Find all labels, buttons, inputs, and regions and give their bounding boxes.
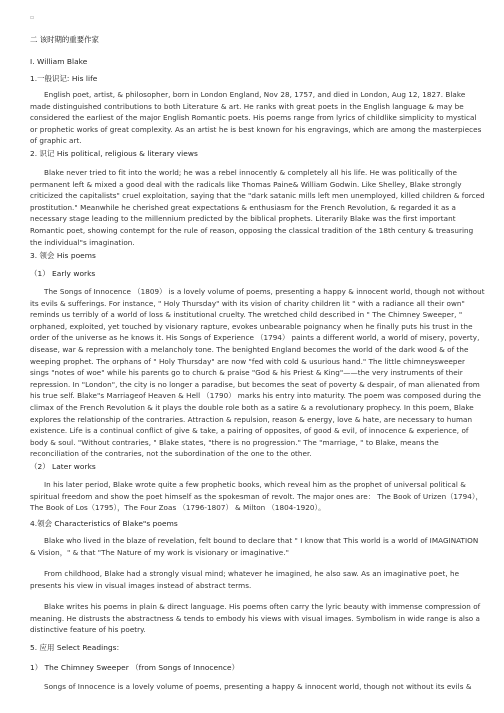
section-title: 二 该时期的重要作家 bbox=[30, 35, 99, 44]
page-marker: ▫ bbox=[30, 14, 35, 21]
s4-paragraph-3: Blake writes his poems in plain & direct language. His poems often carry the lyric beauty with immense compression of meaning. He distrusts the abstractness & tends to embody his views with visual images. Symbolism in wide range is also a distinctive feature of his poetry. bbox=[30, 602, 481, 635]
s5a-heading: 1） The Chimney Sweeper （from Songs of Innocence） bbox=[30, 663, 240, 672]
s3b-heading: （2） Later works bbox=[30, 462, 96, 471]
s3a-heading: （1） Early works bbox=[30, 269, 96, 278]
s2-heading: 2. 识记 His political, religious & literary views bbox=[30, 149, 198, 158]
s4-paragraph-1: Blake who lived in the blaze of revelation, felt bound to declare that " I know that This world is a world of IMAGINATION & Vision，" & that "The Nature of my work is visionary or imaginative." bbox=[30, 536, 479, 557]
s2-paragraph: Blake never tried to fit into the world; he was a rebel innocently & completely all his life. He was politically of the permanent left & mixed a good deal with the radicals like Thomas Paine& William Godwin. Like Shelley, Blake strongly criticized the capitalists" cruel exploitation, saying that the "dark satanic mills left men unemployed, killed children & forced prostitution." Meanwhile he cherished great expectations & enthusiasm for the French Revolution, & regarded it as a necessary stage leading to the millennium predicted by the biblical prophets. Literarily Blake was the first important Romantic poet, showing contempt for the rule of reason, opposing the classical tradition of the 18th century & treasuring the individual"s imagination. bbox=[30, 168, 485, 247]
s3a-paragraph: The Songs of Innocence （1809） is a lovely volume of poems, presenting a happy & innocent world, though not without its evils & sufferings. For instance, " Holy Thursday" with its vision of charity children lit " with a radiance all their own" reminds us terribly of a world of loss & institutional cruelty. The wretched child described in " The Chimney Sweeper, " orphaned, exploited, yet touched by visionary rapture, evokes unbearable poignancy when he finally puts his trust in the order of the universe as he knows it. His Songs of Experience （1794） paints a different world, a world of misery, poverty, disease, war & repression with a melancholy tone. The benighted England becomes the world of the dark wood & of the weeping prophet. The orphans of " Holy Thursday" are now "fed with cold & usurious hand." The little chimneysweeper sings "notes of woe" while his parents go to church & praise "God & his Priest & King"——the very instruments of their repression. In "London", the city is no longer a paradise, but becomes the seat of poverty & despair, of man alienated from his true self. Blake"s Marriageof Heaven & Hell （1790） marks his entry into maturity. The poem was composed during the climax of the French Revolution & it plays the double role both as a satire & a revolutionary prophecy. In this poem, Blake explores the relationship of the contraries. Attraction & repulsion, reason & energy, love & hate, are necessary to human existence. Life is a continual conflict of give & take, a pairing of opposites, of good & evil, of innocence & experience, of body & soul. "Without contraries, " Blake states, "there is no progression." The "marriage, " to Blake, means the reconciliation of the contraries, not the subordination of the one to the other. bbox=[30, 287, 485, 459]
s5a-paragraph: Songs of Innocence is a lovely volume of poems, presenting a happy & innocent world, though not without its evils & bbox=[44, 682, 472, 691]
author-heading: I. William Blake bbox=[30, 57, 88, 66]
s5-heading: 5. 应用 Select Readings: bbox=[30, 643, 120, 652]
s3-heading: 3. 领会 His poems bbox=[30, 251, 96, 260]
s1-paragraph: English poet, artist, & philosopher, born in London England, Nov 28, 1757, and died in London, Aug 12, 1827. Blake made distinguished contributions to both Literature & art. He ranks with great poets in the English language & may be considered the earliest of the major English Romantic poets. His poems range from lyrics of childlike simplicity to mystical or prophetic works of great complexity. As an artist he is best known for his engravings, which are among the masterpieces of graphic art. bbox=[30, 90, 482, 146]
s4-paragraph-2: From childhood, Blake had a strongly visual mind; whatever he imagined, he also saw. As an imaginative poet, he presents his view in visual images instead of abstract terms. bbox=[30, 569, 460, 590]
s4-heading: 4.领会 Characteristics of Blake"s poems bbox=[30, 519, 178, 528]
s3b-paragraph: In his later period, Blake wrote quite a few prophetic books, which reveal him as the prophet of universal political & spiritual freedom and show the poet himself as the spokesman of revolt. The major ones are： The Book of Urizen（1794），The Book of Los（1795），The Four Zoas （1796-1807） & Milton （1804-1920）。 bbox=[30, 480, 483, 513]
s1-heading: 1.一般识记: His life bbox=[30, 74, 98, 83]
